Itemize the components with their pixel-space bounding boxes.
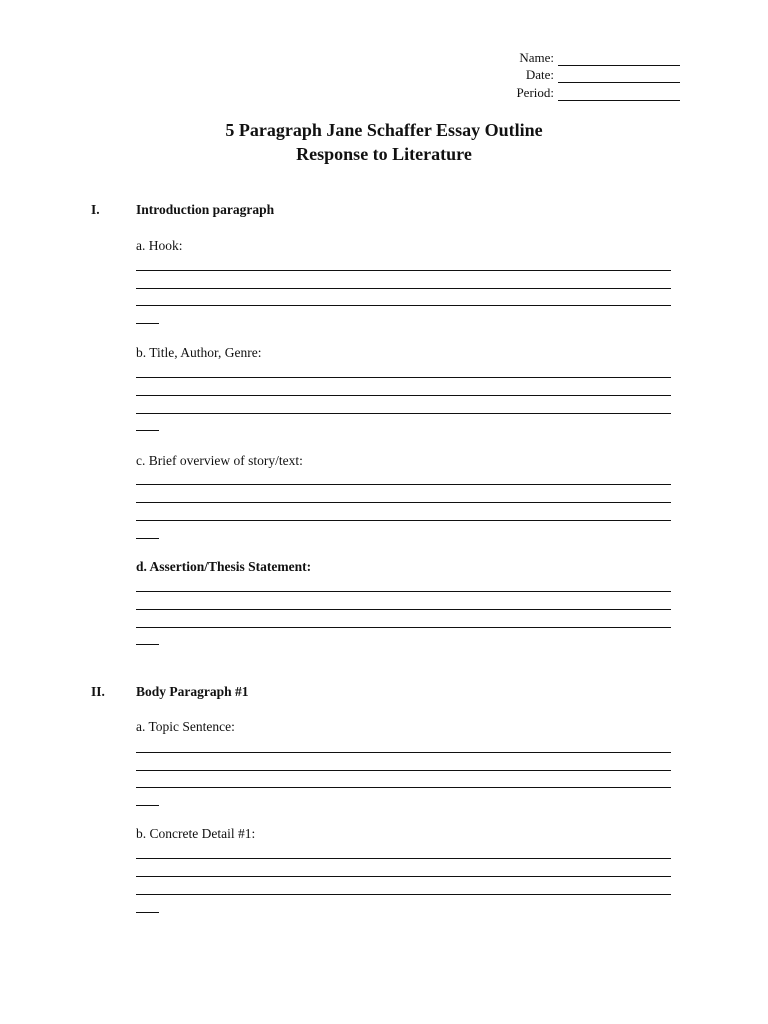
item-title-author-genre-label: b. Title, Author, Genre: — [136, 345, 262, 360]
answer-line[interactable] — [136, 413, 671, 414]
answer-line-end[interactable] — [136, 805, 159, 806]
answer-line[interactable] — [136, 858, 671, 859]
section-1-title: Introduction paragraph — [136, 202, 275, 217]
answer-line[interactable] — [136, 770, 671, 771]
name-label: Name: — [519, 49, 554, 65]
answer-line-end[interactable] — [136, 538, 159, 539]
item-hook-label: a. Hook: — [136, 238, 183, 253]
document-title — [0, 118, 768, 166]
answer-line[interactable] — [136, 305, 671, 306]
section-2-heading — [91, 684, 691, 700]
answer-line[interactable] — [136, 395, 671, 396]
item-concrete-detail-1-label: b. Concrete Detail #1: — [136, 826, 256, 841]
item-thesis-statement-label: d. Assertion/Thesis Statement: — [136, 559, 312, 574]
period-label: Period: — [516, 84, 554, 100]
date-label: Date: — [525, 67, 554, 82]
section-2-number: II. — [91, 684, 105, 699]
item-title-author-genre — [136, 344, 672, 362]
item-hook — [136, 237, 672, 255]
answer-line[interactable] — [136, 377, 671, 378]
answer-line-end[interactable] — [136, 430, 159, 431]
date-blank[interactable] — [558, 70, 680, 83]
item-concrete-detail-1 — [136, 825, 672, 843]
name-field[interactable] — [470, 48, 680, 66]
answer-line[interactable] — [136, 288, 671, 289]
item-brief-overview — [136, 452, 672, 470]
answer-line[interactable] — [136, 876, 671, 877]
answer-line-end[interactable] — [136, 323, 159, 324]
item-topic-sentence-label: a. Topic Sentence: — [136, 719, 235, 734]
item-thesis-statement — [136, 558, 672, 576]
title-line-2: Response to Literature — [296, 144, 472, 164]
title-line-1: 5 Paragraph Jane Schaffer Essay Outline — [225, 120, 543, 140]
item-brief-overview-label: c. Brief overview of story/text: — [136, 453, 303, 468]
item-topic-sentence — [136, 718, 672, 736]
student-info-fields — [470, 48, 680, 101]
answer-line[interactable] — [136, 627, 671, 628]
answer-line[interactable] — [136, 591, 671, 592]
period-field[interactable] — [470, 83, 680, 101]
answer-line-end[interactable] — [136, 912, 159, 913]
answer-line-end[interactable] — [136, 644, 159, 645]
answer-line[interactable] — [136, 270, 671, 271]
answer-line[interactable] — [136, 502, 671, 503]
answer-line[interactable] — [136, 520, 671, 521]
answer-line[interactable] — [136, 787, 671, 788]
section-1-number: I. — [91, 202, 100, 217]
name-blank[interactable] — [558, 53, 680, 66]
section-1-heading — [91, 202, 691, 218]
answer-line[interactable] — [136, 752, 671, 753]
section-2-title: Body Paragraph #1 — [136, 684, 249, 699]
period-blank[interactable] — [558, 88, 680, 101]
answer-line[interactable] — [136, 894, 671, 895]
answer-line[interactable] — [136, 484, 671, 485]
answer-line[interactable] — [136, 609, 671, 610]
date-field[interactable] — [470, 66, 680, 84]
